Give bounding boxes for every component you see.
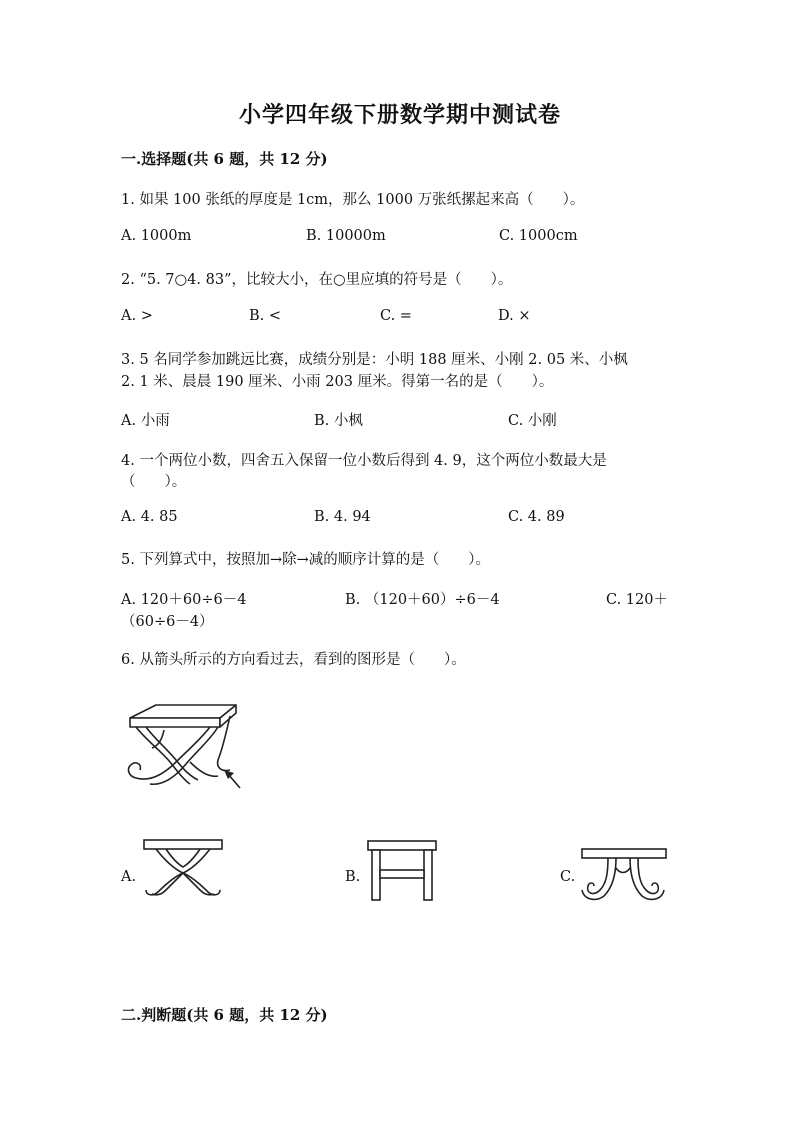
question-2-option-a: A. > <box>121 308 153 324</box>
section-2-heading: 二.判断题(共 6 题，共 12 分) <box>121 1006 328 1024</box>
question-3-option-c: C. 小刚 <box>508 413 557 429</box>
question-4-option-a: A. 4. 85 <box>121 509 178 525</box>
page-title: 小学四年级下册数学期中测试卷 <box>238 102 561 128</box>
question-4-text-line1: 4. 一个两位小数，四舍五入保留一位小数后得到 4. 9，这个两位小数最大是 <box>121 453 607 469</box>
question-5-text: 5. 下列算式中，按照加→除→减的顺序计算的是（ ）。 <box>121 552 490 568</box>
question-6-option-b-label: B. <box>345 869 361 885</box>
option-c-figure-curved-legs <box>580 846 670 902</box>
question-5-option-c: C. 120＋ <box>606 592 668 608</box>
option-a-figure-x-legs <box>142 838 224 898</box>
question-4-text-line2: （ ）。 <box>121 474 187 490</box>
question-1-text: 1. 如果 100 张纸的厚度是 1cm，那么 1000 万张纸摞起来高（ ）。 <box>121 192 585 208</box>
stool-illustration <box>118 700 248 800</box>
question-1-option-b: B. 10000m <box>306 228 386 244</box>
section-1-heading: 一.选择题(共 6 题，共 12 分) <box>121 150 328 168</box>
question-6-option-c-label: C. <box>560 869 576 885</box>
question-5-option-b: B. （120＋60）÷6－4 <box>345 592 500 608</box>
question-6-option-a-label: A. <box>121 869 137 885</box>
question-3-option-a: A. 小雨 <box>121 413 170 429</box>
question-5-option-a: A. 120＋60÷6－4 <box>121 592 247 608</box>
question-3-text-line1: 3. 5 名同学参加跳远比赛，成绩分别是：小明 188 厘米、小刚 2. 05 米、小枫 <box>121 352 628 368</box>
question-2-option-c: C. = <box>380 308 412 324</box>
question-1-option-a: A. 1000m <box>121 228 192 244</box>
question-2-option-d: D. × <box>498 308 531 324</box>
question-4-option-c: C. 4. 89 <box>508 509 565 525</box>
question-4-option-b: B. 4. 94 <box>314 509 371 525</box>
question-1-option-c: C. 1000cm <box>499 228 578 244</box>
question-3-text-line2: 2. 1 米、晨晨 190 厘米、小雨 203 厘米。得第一名的是（ ）。 <box>121 374 554 390</box>
question-3-option-b: B. 小枫 <box>314 413 363 429</box>
question-2-text: 2. “5. 7○4. 83”，比较大小，在○里应填的符号是（ ）。 <box>121 272 513 288</box>
view-direction-arrow-icon <box>224 770 240 788</box>
question-6-text: 6. 从箭头所示的方向看过去，看到的图形是（ ）。 <box>121 652 466 668</box>
option-b-figure-frame <box>366 838 438 902</box>
question-2-option-b: B. < <box>249 308 282 324</box>
question-5-option-c-continuation: （60÷6－4） <box>121 614 214 630</box>
